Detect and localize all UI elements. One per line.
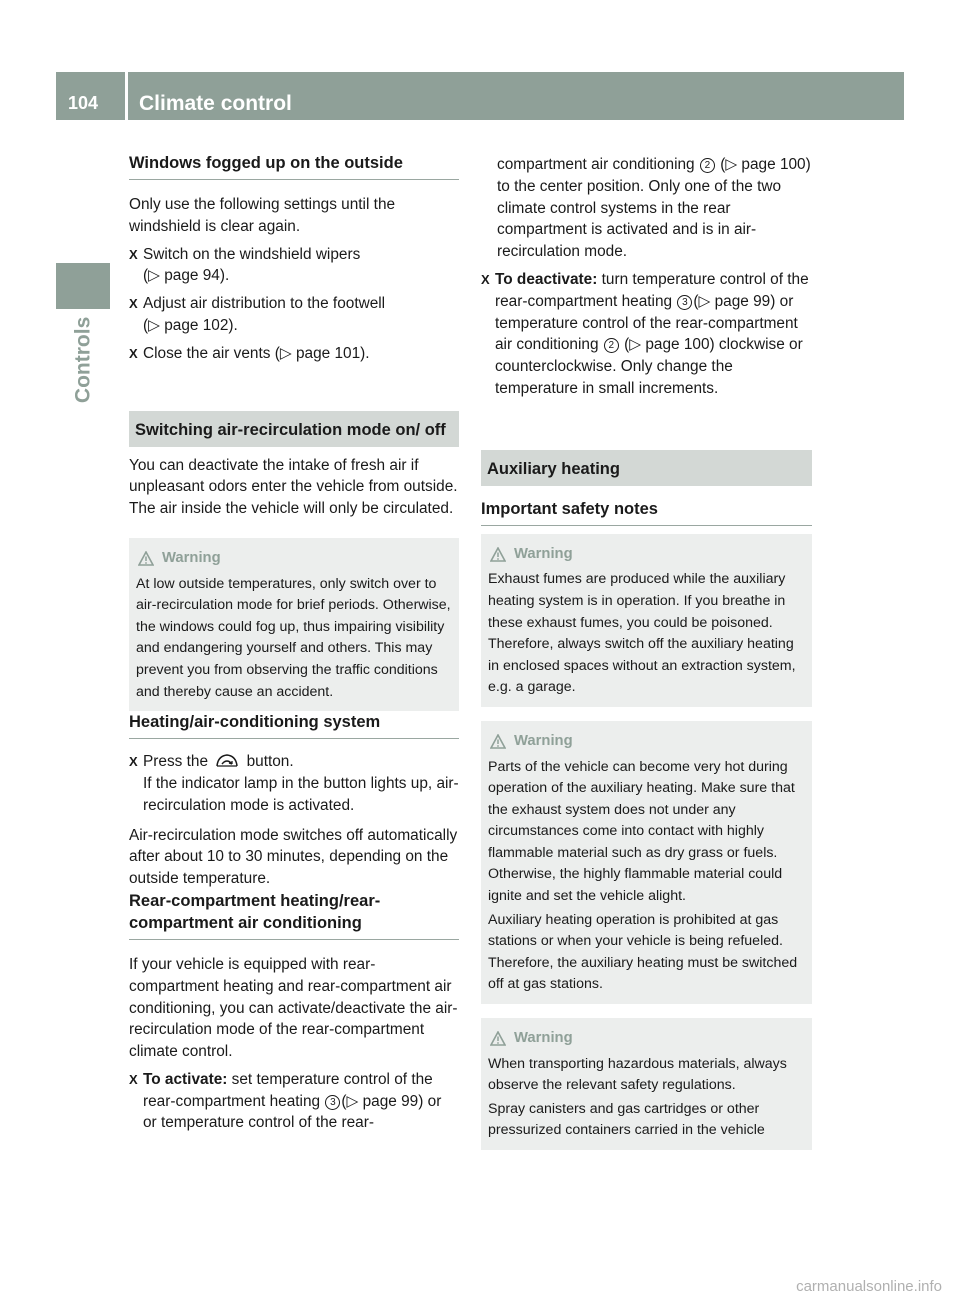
step-item: X To activate: set temperature control of the rear-compartment heating 3 (▷ page 99) or or temperature control of the rear- [129, 1069, 459, 1134]
warning-title: Warning [488, 544, 805, 566]
warning-title: Warning [488, 731, 805, 753]
callout-number: 2 [700, 158, 715, 173]
side-tab-label: Controls [71, 316, 95, 404]
warning-triangle-icon [138, 551, 154, 566]
page-number: 104 [68, 93, 99, 113]
warning-triangle-icon [490, 547, 506, 562]
paragraph: You can deactivate the intake of fresh air if unpleasant odors enter the vehicle from outside. The air inside the vehicle will only be circulated. [129, 456, 458, 518]
warning-text: At low outside temperatures, only switch over to air-recirculation mode for brief periods. Otherwise, the windows could fog up, thus impairing visibility and endangering yourself and others. This may prevent you from observing the traffic conditions and thereby cause an accident. [136, 575, 451, 700]
warning-text: When transporting hazardous materials, always observe the relevant safety regulations. [488, 1055, 787, 1094]
warning-box [129, 538, 459, 711]
paragraph: Air-recirculation mode switches off automatically after about 10 to 30 minutes, depending on the outside temperature. [129, 826, 458, 888]
section-heading-air-recirculation: Switching air-recirculation mode on/ off [129, 411, 459, 447]
warning-text: Auxiliary heating operation is prohibited at gas stations or when your vehicle is being refueled. Therefore, the auxiliary heating must be switched off at gas stations. [488, 911, 798, 993]
step-item: X Close the air vents (▷ page 101). [129, 343, 459, 365]
callout-number: 3 [325, 1095, 340, 1110]
section-heading-windows-fogged: Windows fogged up on the outside [129, 152, 459, 180]
warning-box [481, 721, 812, 1004]
paragraph: If your vehicle is equipped with rear-compartment heating and rear-compartment air conditioning, you can activate/deactivate the air-recirculation mode of the rear-compartment climate control. [129, 955, 458, 1061]
page-title: Climate control [139, 92, 292, 115]
warning-box [481, 1018, 812, 1150]
callout-number: 2 [604, 338, 619, 353]
warning-text: Exhaust fumes are produced while the auxiliary heating system is in operation. If you breathe in these exhaust fumes, you could be poisoned. Therefore, always switch off the auxiliary heating in enclosed spaces without an extraction system, e.g. a garage. [488, 571, 796, 696]
warning-text: Spray canisters and gas cartridges or other pressurized containers carried in the vehicle [488, 1100, 765, 1139]
warning-title: Warning [136, 548, 452, 570]
watermark: carmanualsonline.info [796, 1278, 942, 1295]
header-divider [125, 72, 128, 120]
step-item: X Switch on the windshield wipers (▷ page 94). [129, 244, 459, 288]
step-continuation: compartment air conditioning 2 (▷ page 100) to the center position. Only one of the two climate control systems in the rear compartment is activated and is in air-recirculation mode. [497, 156, 811, 261]
warning-triangle-icon [490, 734, 506, 749]
section-heading-safety-notes: Important safety notes [481, 498, 812, 526]
section-heading-rear-compartment: Rear-compartment heating/rear-compartment air conditioning [129, 890, 459, 940]
right-column [481, 154, 812, 1150]
section-heading-auxiliary-heating: Auxiliary heating [481, 450, 812, 486]
warning-title: Warning [488, 1028, 805, 1050]
step-item: X To deactivate: turn temperature control of the rear-compartment heating 3 (▷ page 99) or temperature control of the rear-compartment air conditioning 2 (▷ page 100) clockwise or counterclockwise. Only change the temperature in small increments. [481, 269, 812, 400]
callout-number: 3 [677, 295, 692, 310]
air-recirculation-icon [214, 752, 240, 769]
warning-triangle-icon [490, 1031, 506, 1046]
step-item: X Press the button. If the indicator lamp in the button lights up, air-recirculation mode is activated. [129, 751, 459, 816]
left-column [129, 152, 459, 1134]
step-item: X Adjust air distribution to the footwell (▷ page 102). [129, 293, 459, 337]
warning-box [481, 534, 812, 707]
warning-text: Parts of the vehicle can become very hot during operation of the auxiliary heating. Make sure that the exhaust system does not under any circumstances come into contact with highly flammable material such as dry grass or fuels. Otherwise, the highly flammable material could ignite and set the vehicle alight. [488, 758, 795, 905]
paragraph: Only use the following settings until the windshield is clear again. [129, 196, 396, 235]
section-heading-heating-system: Heating/air-conditioning system [129, 711, 459, 739]
